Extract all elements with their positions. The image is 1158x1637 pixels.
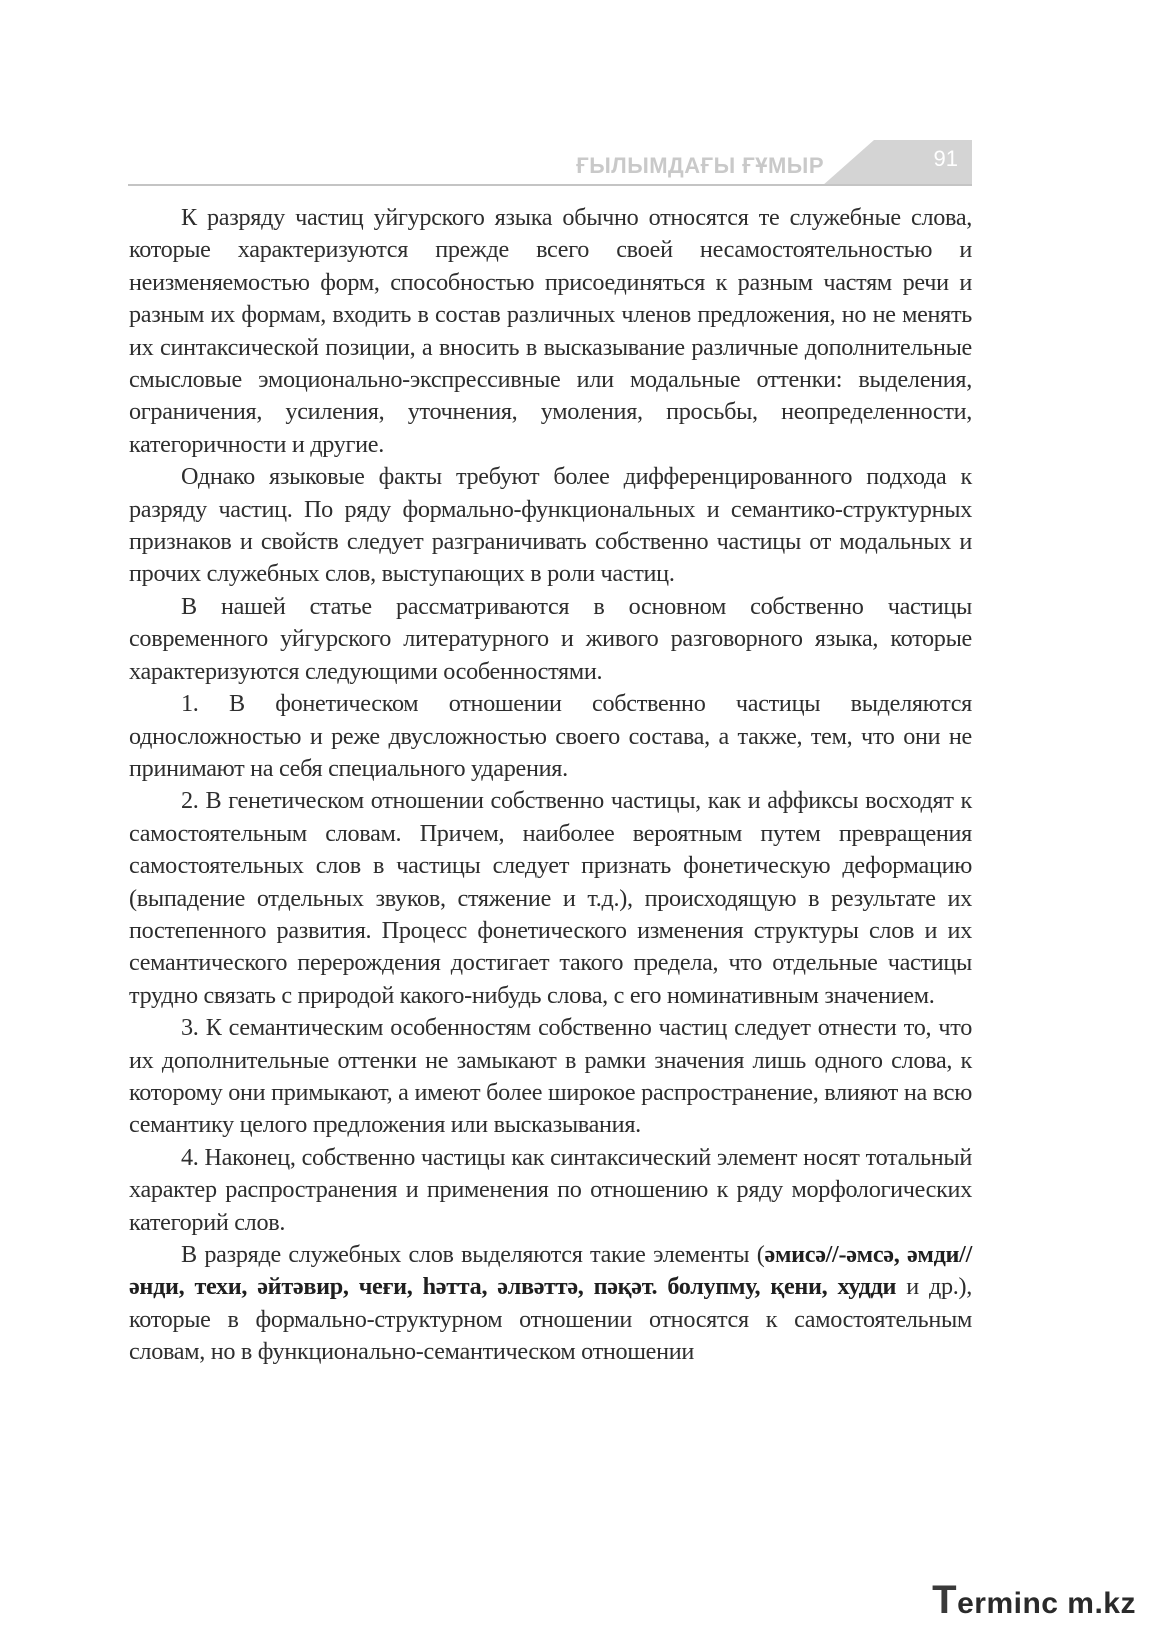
page-number: 91 bbox=[933, 146, 958, 171]
watermark-initial: T bbox=[932, 1578, 958, 1622]
paragraph: 2. В генетическом отношении собственно частицы, как и аффиксы восходят к самостоятельным словам. Причем, наиболее вероятным путем превращения самостоятельных слов в частицы следует признать фонетическую деформацию (выпадение отдельных звуков, стяжение и т.д.), происходящую в результате их постепенного развития. Процесс фонетического изменения структуры слов и их семантического перерождения достигает такого предела, что отдельные частицы трудно связать с природой какого-нибудь слова, с его номинативным значением. bbox=[129, 787, 972, 1009]
bold-uyghur-terms: әмисә//-әмсә, әмди//әнди, техи, әйтәвир, чеғи, һәтта, әлвәттә, пәқәт. болупму, қени, худди bbox=[129, 1241, 972, 1301]
paragraph: В нашей статье рассматриваются в основном собственно частицы современного уйгурского литературного и живого разговорного языка, которые характеризуются следующими особенностями. bbox=[129, 592, 972, 685]
article-body bbox=[129, 202, 972, 1369]
running-header bbox=[128, 138, 972, 188]
paragraph: 1. В фонетическом отношении собственно частицы выделяются односложностью и реже двусложностью своего состава, а также, тем, что они не принимают на себя специального ударения. bbox=[129, 690, 972, 782]
paragraph: Однако языковые факты требуют более дифференцированного подхода к разряду частиц. По ряду формально-функциональных и семантико-структурных признаков и свойств следует разграничивать собственно частицы от модальных и прочих служебных слов, выступающих в роли частиц. bbox=[129, 463, 972, 588]
paragraph-tail-text: и др.), которые в формально-структурном отношении относятся к самостоятельным словам, но в функционально-семантическом отношении bbox=[129, 1273, 972, 1366]
running-header-title: ҒЫЛЫМДАҒЫ ҒҰМЫР bbox=[576, 153, 824, 178]
header-rule bbox=[128, 184, 972, 186]
watermark-text: erminc m.kz bbox=[957, 1587, 1136, 1620]
paragraph-last bbox=[129, 1239, 972, 1369]
paragraph-lead-text: В разряде служебных слов выделяются такие элементы ( bbox=[181, 1241, 765, 1268]
paragraph: К разряду частиц уйгурского языка обычно относятся те служебные слова, которые характеризуются прежде всего своей несамостоятельностью и неизменяемостью форм, способностью присоединяться к разным частям речи и разным их формам, входить в состав различных членов предложения, но не менять их синтаксической позиции, а вносить в высказывание различные дополнительные смысловые эмоционально-экспрессивные или модальные оттенки: выделения, ограничения, усиления, уточнения, умоления, просьбы, неопределенности, категоричности и другие. bbox=[129, 204, 972, 458]
termincom-watermark-logo bbox=[932, 1578, 1136, 1623]
paragraph: 3. К семантическим особенностям собственно частиц следует отнести то, что их дополнительные оттенки не замыкают в рамки значения лишь одного слова, к которому они примыкают, а имеют более широкое распространение, влияют на всю семантику целого предложения или высказывания. bbox=[129, 1014, 972, 1139]
paragraph: 4. Наконец, собственно частицы как синтаксический элемент носят тотальный характер распространения и применения по отношению к ряду морфологических категорий слов. bbox=[129, 1143, 972, 1236]
